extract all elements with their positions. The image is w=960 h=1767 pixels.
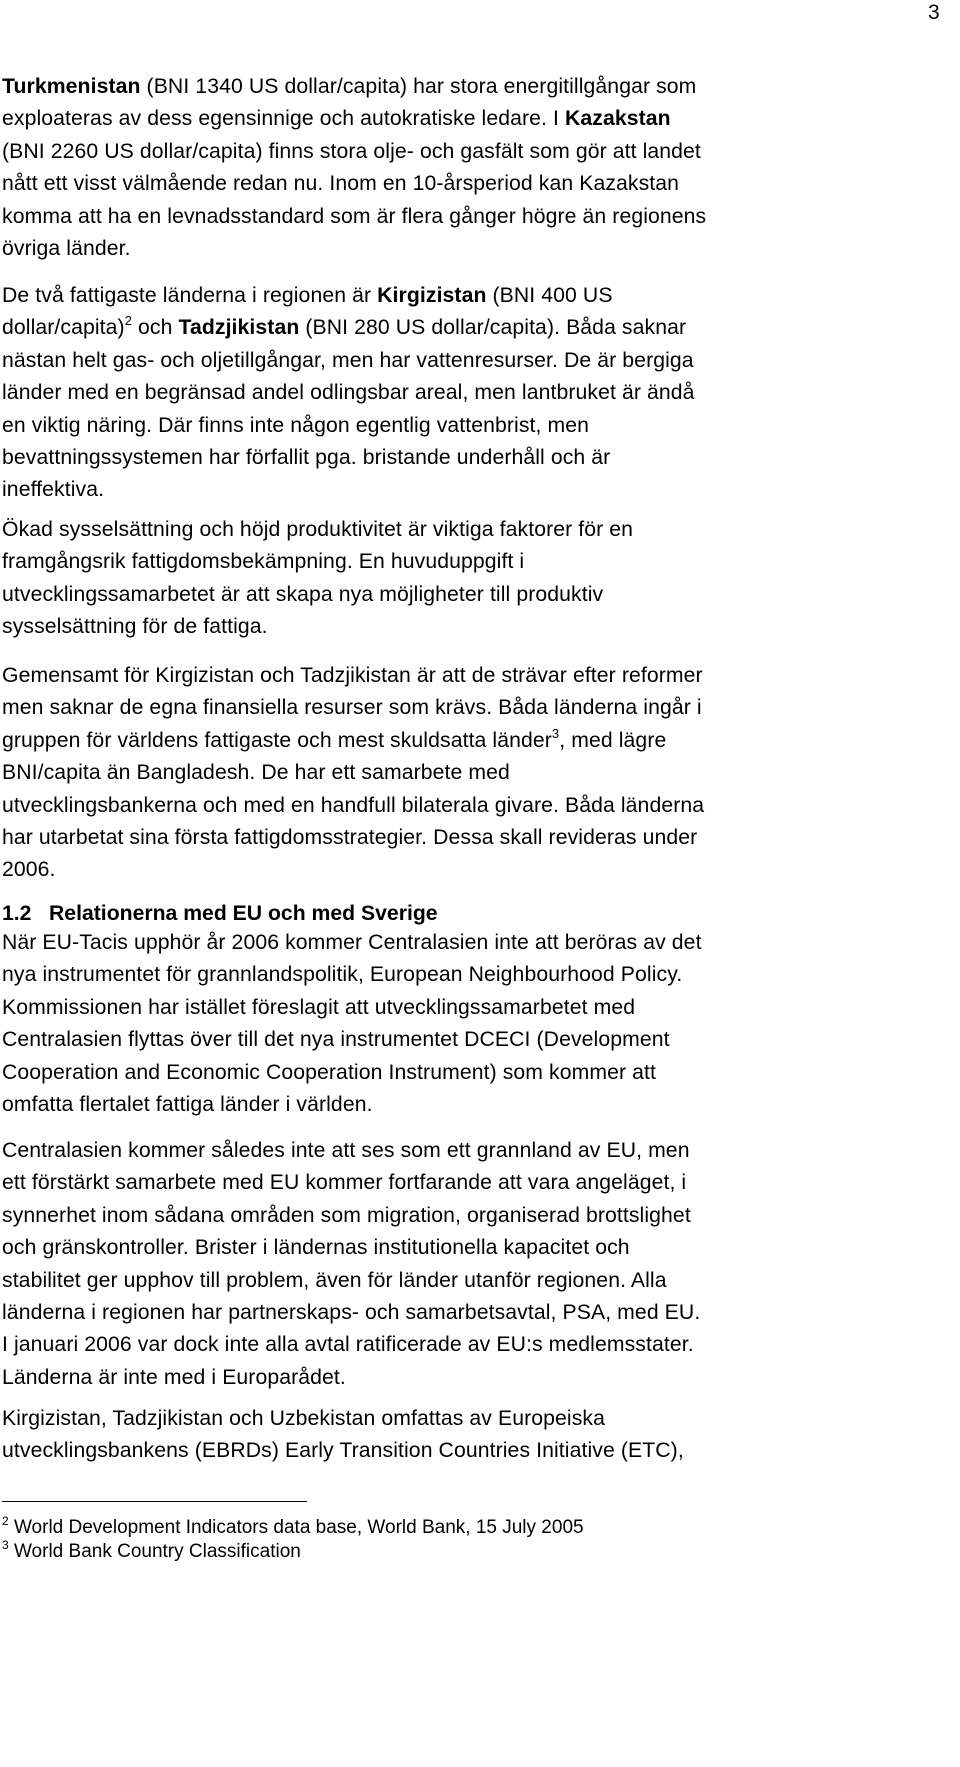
footnote-text: World Development Indicators data base, World Bank, 15 July 2005 [13,1517,584,1538]
section-title: Relationerna med EU och med Sverige [49,902,438,925]
country-name: Kazakstan [565,107,671,131]
footnote-text: World Bank Country Classification [13,1541,301,1562]
footnote [2,1540,301,1564]
country-name: Tadzjikistan [178,316,300,340]
footnote [2,1516,584,1540]
footnote-reference: 2 [124,313,133,329]
page-number: 3 [928,1,940,24]
paragraph-central-asia-resources: Turkmenistan (BNI 1340 US dollar/capita) har stora energitillgångar som exploateras av dess egensinnige och autokratiske ledare. I Kazakstan (BNI 2260 US dollar/capita) finns stora olje- och gasfält som gör att landet nått ett visst välmående redan nu. Inom en 10-årsperiod kan Kazakstan komma att ha en levnadsstandard som är flera gånger högre än regionens övriga länder. [2,75,707,261]
footnote-separator [2,1501,307,1502]
paragraph-reforms: Gemensamt för Kirgizistan och Tadzjikistan är att de strävar efter reformer men saknar de egna finansiella resurser som krävs. Båda länderna ingår i gruppen för världens fattigaste och mest skuldsatta länder$^3$, med lägre BNI/capita än Bangladesh. De har ett samarbete med utvecklingsbankerna och med en handfull bilaterala givare. Båda länderna har utarbetat sina första fattigdomsstrategier. Dessa skall revideras under 2006. [2,664,705,882]
footnote-reference: 3 [551,725,560,741]
paragraph-eu-cooperation: Centralasien kommer således inte att ses som ett grannland av EU, men ett förstärkt samarbete med EU kommer fortfarande att vara angeläget, i synnerhet inom sådana områden som migration, organiserad brottslighet och gränskontroller. Brister i ländernas institutionella kapacitet och stabilitet ger upphov till problem, även för länder utanför regionen. Alla länderna i regionen har partnerskaps- och samarbetsavtal, PSA, med EU. I januari 2006 var dock inte alla avtal ratificerade av EU:s medlemsstater. Länderna är inte med i Europarådet. [2,1139,701,1389]
paragraph-poorest-countries: De två fattigaste länderna i regionen är Kirgizistan (BNI 400 US dollar/capita)$^2$ och Tadzjikistan (BNI 280 US dollar/capita). Båda saknar nästan helt gas- och oljetillgångar, men har vattenresurser. De är bergiga länder med en begränsad andel odlingsbar areal, men lantbruket är ändå en viktig näring. Där finns inte någon egentlig vattenbrist, men bevattningssystemen har förfallit pga. bristande underhåll och är ineffektiva. [2,284,695,502]
section-number: 1.2 [2,902,32,925]
footnote-number: 2 [2,1514,9,1528]
paragraph-employment: Ökad sysselsättning och höjd produktivitet är viktiga faktorer för en framgångsrik fattigdomsbekämpning. En huvuduppgift i utvecklingssamarbetet är att skapa nya möjligheter till produktiv sysselsättning för de fattiga. [2,518,634,639]
paragraph-ebrd: Kirgizistan, Tadzjikistan och Uzbekistan omfattas av Europeiska utvecklingsbankens (EBRDs) Early Transition Countries Initiative (ETC), [2,1407,684,1463]
paragraph-eu-tacis: När EU-Tacis upphör år 2006 kommer Centralasien inte att beröras av det nya instrumentet för grannlandspolitik, European Neighbourhood Policy. Kommissionen har istället föreslagit att utvecklingssamarbetet med Centralasien flyttas över till det nya instrumentet DCECI (Development Cooperation and Economic Cooperation Instrument) som kommer att omfatta flertalet fattiga länder i världen. [2,931,702,1117]
country-name: Kirgizistan [377,284,487,307]
section-heading [2,898,438,930]
footnote-number: 3 [2,1538,9,1552]
country-name: Turkmenistan [2,75,141,98]
